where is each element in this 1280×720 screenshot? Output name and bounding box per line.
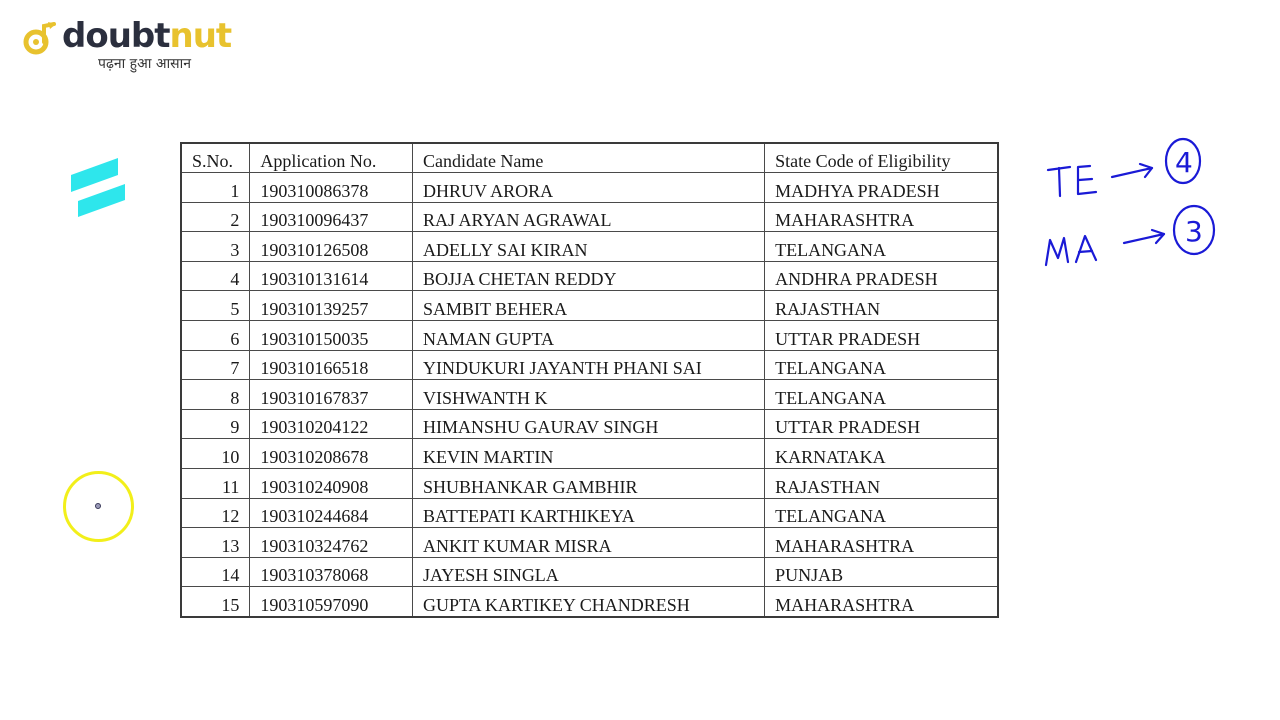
table-row (181, 261, 998, 291)
table-row (181, 528, 998, 558)
cell-candidate-name: VISHWANTH K (412, 380, 764, 410)
cell-candidate-name: SAMBIT BEHERA (412, 291, 764, 321)
cell-state: MAHARASHTRA (765, 528, 998, 558)
cell-state: MADHYA PRADESH (765, 173, 998, 203)
cell-state: UTTAR PRADESH (765, 409, 998, 439)
logo-wordmark (62, 14, 231, 58)
cell-application-no: 190310150035 (250, 321, 413, 351)
cell-candidate-name: RAJ ARYAN AGRAWAL (412, 202, 764, 232)
logo-word-doubt: doubt (62, 16, 170, 56)
cell-state: TELANGANA (765, 232, 998, 262)
cell-sno: 11 (181, 469, 250, 499)
table-row (181, 350, 998, 380)
cell-application-no: 190310378068 (250, 557, 413, 587)
cell-candidate-name: ANKIT KUMAR MISRA (412, 528, 764, 558)
header-state-code: State Code of Eligibility (765, 143, 998, 173)
cell-application-no: 190310139257 (250, 291, 413, 321)
cell-application-no: 190310324762 (250, 528, 413, 558)
cell-sno: 5 (181, 291, 250, 321)
cell-candidate-name: BATTEPATI KARTHIKEYA (412, 498, 764, 528)
logo-word-nut: nut (169, 16, 232, 56)
cell-state: TELANGANA (765, 380, 998, 410)
cell-application-no: 190310208678 (250, 439, 413, 469)
cell-sno: 10 (181, 439, 250, 469)
cell-application-no: 190310096437 (250, 202, 413, 232)
cell-state: RAJASTHAN (765, 291, 998, 321)
cell-candidate-name: HIMANSHU GAURAV SINGH (412, 409, 764, 439)
table-row (181, 291, 998, 321)
logo-tagline: पढ़ना हुआ आसान (98, 56, 192, 72)
cell-sno: 14 (181, 557, 250, 587)
doubtnut-logo (22, 12, 232, 76)
cell-application-no: 190310204122 (250, 409, 413, 439)
cell-sno: 2 (181, 202, 250, 232)
cell-sno: 4 (181, 261, 250, 291)
table-row (181, 557, 998, 587)
cell-candidate-name: ADELLY SAI KIRAN (412, 232, 764, 262)
cell-candidate-name: DHRUV ARORA (412, 173, 764, 203)
table-row (181, 173, 998, 203)
cell-application-no: 190310240908 (250, 469, 413, 499)
arrow-icon (1112, 164, 1152, 177)
table-row (181, 498, 998, 528)
annotation-te (1048, 166, 1096, 196)
arrow-icon (1124, 230, 1164, 243)
circled-value-3 (1174, 206, 1214, 254)
cell-sno: 1 (181, 173, 250, 203)
cell-candidate-name: YINDUKURI JAYANTH PHANI SAI (412, 350, 764, 380)
table-row (181, 587, 998, 617)
cursor-pointer-icon (95, 503, 101, 509)
table-row (181, 232, 998, 262)
header-sno: S.No. (181, 143, 250, 173)
cell-application-no: 190310131614 (250, 261, 413, 291)
cell-state: TELANGANA (765, 350, 998, 380)
results-table-container (180, 142, 999, 618)
cell-candidate-name: SHUBHANKAR GAMBHIR (412, 469, 764, 499)
cell-sno: 6 (181, 321, 250, 351)
table-row (181, 409, 998, 439)
cell-state: MAHARASHTRA (765, 202, 998, 232)
cell-candidate-name: KEVIN MARTIN (412, 439, 764, 469)
cell-application-no: 190310597090 (250, 587, 413, 617)
table-row (181, 469, 998, 499)
cell-sno: 8 (181, 380, 250, 410)
cell-candidate-name: JAYESH SINGLA (412, 557, 764, 587)
cell-state: KARNATAKA (765, 439, 998, 469)
cell-state: MAHARASHTRA (765, 587, 998, 617)
brand-stripes-icon (68, 155, 128, 221)
cell-state: ANDHRA PRADESH (765, 261, 998, 291)
cell-candidate-name: NAMAN GUPTA (412, 321, 764, 351)
table-row (181, 321, 998, 351)
cell-sno: 3 (181, 232, 250, 262)
cell-state: PUNJAB (765, 557, 998, 587)
cell-sno: 9 (181, 409, 250, 439)
results-table (180, 142, 999, 618)
doubtnut-note-icon (22, 20, 58, 56)
handwritten-annotations (1030, 130, 1240, 280)
cell-sno: 7 (181, 350, 250, 380)
cell-application-no: 190310244684 (250, 498, 413, 528)
cell-state: TELANGANA (765, 498, 998, 528)
table-row (181, 380, 998, 410)
header-candidate-name: Candidate Name (412, 143, 764, 173)
cell-application-no: 190310126508 (250, 232, 413, 262)
cell-candidate-name: BOJJA CHETAN REDDY (412, 261, 764, 291)
cell-application-no: 190310166518 (250, 350, 413, 380)
svg-text:3: 3 (1185, 215, 1203, 248)
circled-value-4 (1166, 139, 1200, 183)
cell-sno: 15 (181, 587, 250, 617)
table-header-row (181, 143, 998, 173)
header-application-no: Application No. (250, 143, 413, 173)
cell-sno: 12 (181, 498, 250, 528)
cell-application-no: 190310086378 (250, 173, 413, 203)
table-row (181, 202, 998, 232)
annotation-ma (1046, 236, 1096, 265)
cell-sno: 13 (181, 528, 250, 558)
svg-text:4: 4 (1175, 146, 1193, 179)
cell-application-no: 190310167837 (250, 380, 413, 410)
cell-candidate-name: GUPTA KARTIKEY CHANDRESH (412, 587, 764, 617)
cell-state: RAJASTHAN (765, 469, 998, 499)
table-row (181, 439, 998, 469)
cell-state: UTTAR PRADESH (765, 321, 998, 351)
